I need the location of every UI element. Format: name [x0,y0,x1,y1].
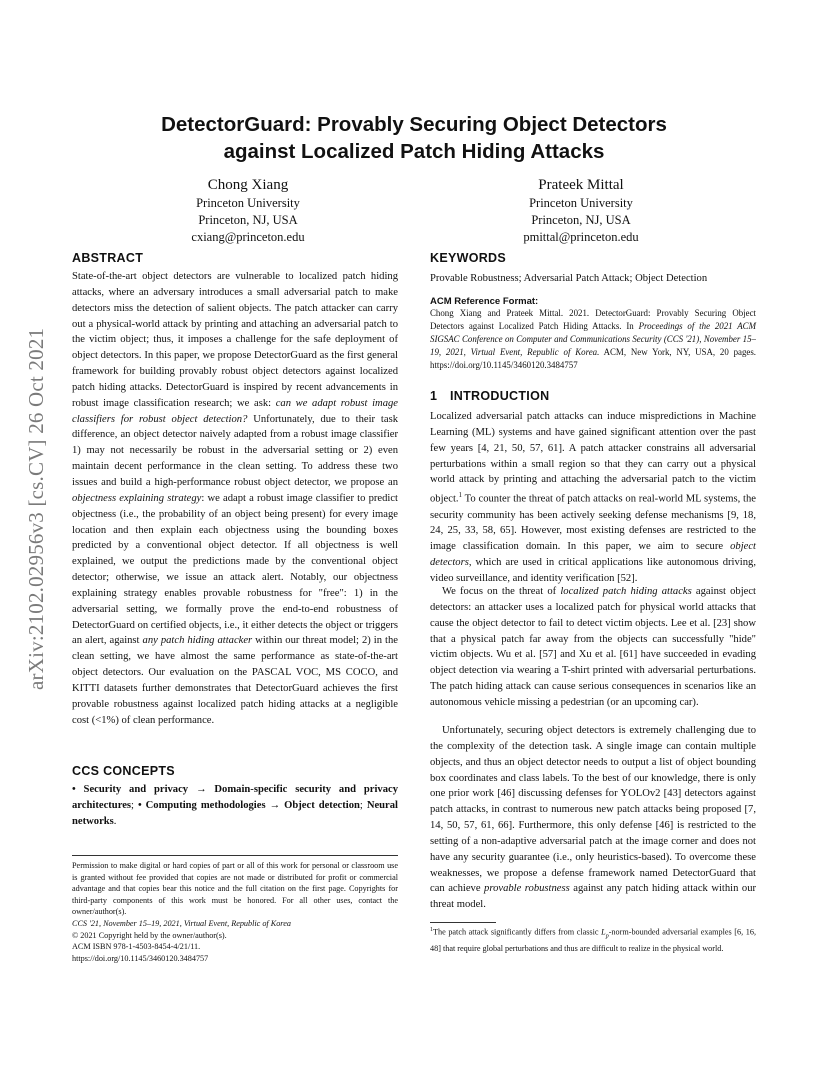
footnote-1: $^1$The patch attack significantly differs from classic $L_p-norm$-bounded adversarial examples [6, 16, 48] that require global perturbations and thus are difficult to realize in the physical world. [430,927,756,953]
author-email: pmittal@princeton.edu [523,230,639,244]
keywords-text: Provable Robustness; Adversarial Patch Attack; Object Detection [430,273,708,284]
permission-text: Permission to make digital or hard copies of part or all of this work for personal or classroom use is granted without fee provided that copies are not made or distributed for profit or commercial advantage and that copies bear this notice and the full citation on the first page. Copyrights for third-party components of this work must be honored. For all other uses, contact the owner/author(s). [72,861,398,917]
permission-block [72,860,398,964]
arxiv-stamp: arXiv:2102.02956v3 [cs.CV] 26 Oct 2021 [24,327,48,690]
reference-heading: ACM Reference Format: [430,296,539,307]
abstract-heading: ABSTRACT [72,251,144,265]
title-line-2: against Localized Patch Hiding Attacks [223,140,605,163]
abstract-text: State-of-the-art object detectors are vulnerable to localized patch hiding attacks, where an adversary introduces a small adversarial patch to make detectors miss the detection of salient objects. The patch attacker can carry out a physical-world attack by printing and attaching an adversarial patch to the victim object; thus, it imposes a challenge for the safe deployment of object detectors. In this paper, we propose DetectorGuard as the first general framework for building provably robust object detectors against localized patch hiding attacks. DetectorGuard is inspired by recent advancements in robust image classification research; we ask: can we adapt robust image classifiers for robust object detection? Unfortunately, due to their task difference, an object detector naively adapted from a robust image classifier 1) may not necessarily be robust in the adversarial setting or 2) even maintain decent performance in the clean setting. To address these two issues and build a high-performance robust object detector, we propose an objectness explaining strategy: we adapt a robust image classifier to predict objectness (i.e., the probability of an object being present) for every image location and then explain each objectness using the bounding boxes predicted by a conventional object detector. If all objectness is well explained, we output the predictions made by the conventional object detector; otherwise, we issue an attack alert. Notably, our objectness explaining strategy enables provable robustness for "free": 1) in the adversarial setting, we formally prove the end-to-end robustness of DetectorGuard on certified objects, i.e., it either detects the object or triggers an alert, against any patch hiding attacker within our threat model; 2) in the clean setting, we have almost the same performance as state-of-the-art object detectors. Our evaluation on the PASCAL VOC, MS COCO, and KITTI datasets further demonstrates that DetectorGuard achieves the first provable robustness against localized patch hiding attacks at a negligible cost (<1%) of clean performance. [72,271,399,726]
venue-line: CCS '21, November 15–19, 2021, Virtual Event, Republic of Korea [72,918,291,928]
author-location: Princeton, NJ, USA [198,213,298,227]
intro-heading: 1 INTRODUCTION [430,389,550,403]
author-block-2 [461,175,701,246]
author-email: cxiang@princeton.edu [191,230,305,244]
reference-text: Chong Xiang and Prateek Mittal. 2021. DetectorGuard: Provably Securing Object Detectors against Localized Patch Hiding Attacks. In Proceedings of the 2021 ACM SIGSAC Conference on Computer and Communications Security (CCS '21), November 15–19, 2021, Virtual Event, Republic of Korea. ACM, New York, NY, USA, 20 pages. https://doi.org/10.1145/3460120.3484757 [430,308,756,371]
intro-paragraph-2: We focus on the threat of localized patch hiding attacks against object detectors: an attacker uses a localized patch for physical world attacks that cause the object detector to fail to detect victim objects. Lee et al. [23] show that a physical patch far away from the objects can successfully "hide" victim objects. Wu et al. [57] and Xu et al. [61] have succeeded in evading object detection via wearing a T-shirt printed with adversarial perturbations. The patch hiding attack can cause serious consequences in scenarios like an autonomous vehicle missing a pedestrian (or an upcoming car). [430,586,756,708]
intro-paragraph-3: Unfortunately, securing object detectors is extremely challenging due to the complexity of the detection task. A single image can contain multiple objects, and thus an object detector needs to output a list of object bounding box coordinates and class labels. To the best of our knowledge, there is only one prior work [46] discussing defenses for YOLOv2 [43] detectors against patch attacks, in contrast to numerous new patch attacks being proposed [7, 14, 50, 57, 61, 66]. Furthermore, this only defense [46] is restricted to the setting of a non-adaptive adversarial patch at the image corner and does not have any security guarantee (i.e., only heuristics-based). To overcome these weaknesses, we propose a defense framework named DetectorGuard that can achieve provable robustness against any patch hiding attack within our threat model. [430,725,757,911]
isbn-line: ACM ISBN 978-1-4503-8454-4/21/11. [72,942,201,952]
intro-paragraph-1: Localized adversarial patch attacks can induce mispredictions in Machine Learning (ML) systems and have gained significant attention over the past few years [4, 21, 50, 57, 61]. A patch attacker constrains all adversarial perturbations within a small region so that they can carry out a physical world attack by printing and attaching the adversarial patch to the victim object.$^1$ To counter the threat of patch attacks on real-world ML systems, the security community has been actively seeking defense mechanisms [9, 18, 24, 25, 33, 58, 65]. However, most existing defenses are restricted to the image classification domain. In this paper, we aim to secure object detectors, which are used in critical applications like autonomous driving, video surveillance, and identity verification [52]. [430,411,756,584]
author-location: Princeton, NJ, USA [531,213,631,227]
paper-title [74,111,754,165]
copyright-line: © 2021 Copyright held by the owner/author(s). [72,930,227,940]
footnote-rule [430,922,496,923]
author-affiliation: Princeton University [529,196,633,210]
title-line-1: DetectorGuard: Provably Securing Object Detectors [161,113,667,136]
author-name: Chong Xiang [207,177,289,193]
keywords-heading: KEYWORDS [430,251,507,265]
author-name: Prateek Mittal [538,177,624,193]
permission-rule [72,855,398,856]
ccs-heading: CCS CONCEPTS [72,764,175,778]
author-affiliation: Princeton University [196,196,300,210]
ccs-concepts: • Security and privacy → Domain-specific security and privacy architectures; • Computing methodologies → Object detection; Neural networks. [72,784,398,827]
doi-link[interactable]: https://doi.org/10.1145/3460120.3484757 [72,953,209,963]
author-block-1 [128,175,368,246]
